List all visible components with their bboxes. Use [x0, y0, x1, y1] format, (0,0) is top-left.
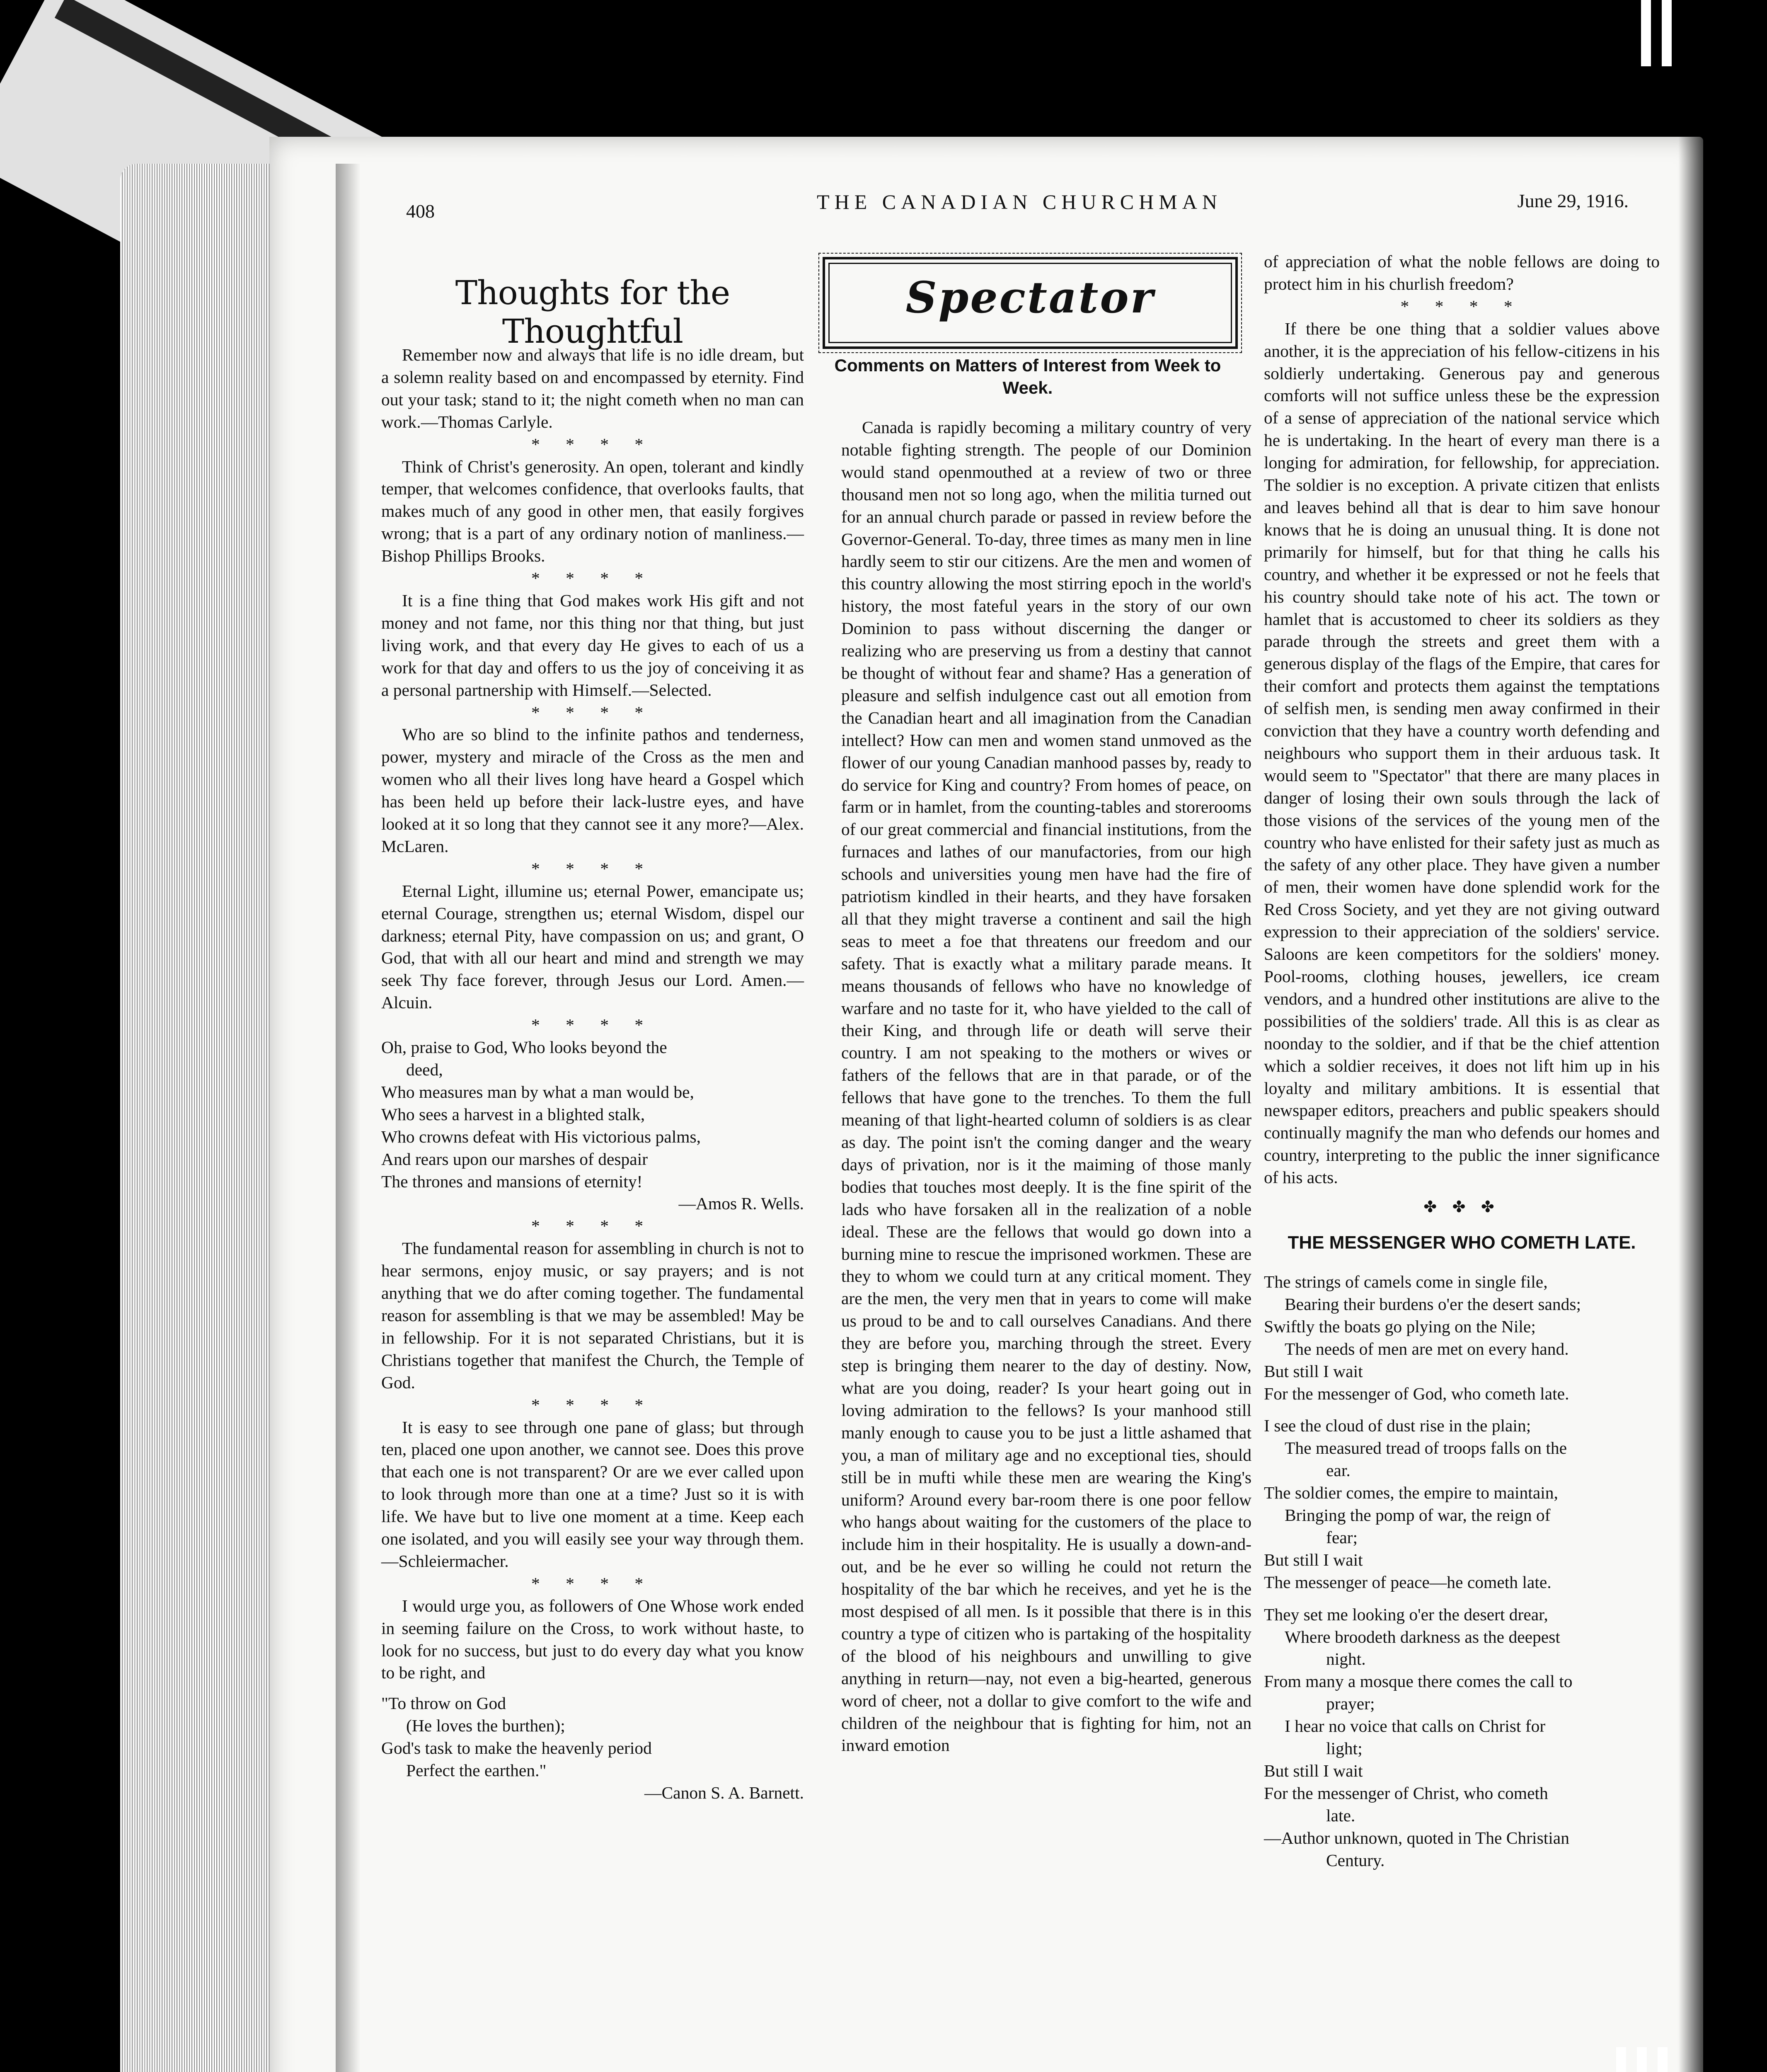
thoughts-column [381, 344, 804, 1804]
verse-attribution: —Canon S. A. Barnett. [644, 1783, 804, 1802]
poem-line: late. [1326, 1806, 1356, 1825]
running-head [398, 190, 1641, 223]
barnett-verse [381, 1692, 804, 1782]
verse-line: Perfect the earthen." [406, 1761, 547, 1780]
thoughts-paragraph: I would urge you, as followers of One Whose work ended in seeming failure on the Cross, to work without haste, to look for no success, but just to do every day what you know to be right, and [381, 1596, 804, 1682]
poem-line: The soldier comes, the empire to maintain, [1264, 1483, 1558, 1503]
section-separator: * * * * [531, 434, 654, 454]
poem-line: I see the cloud of dust rise in the plain; [1264, 1416, 1531, 1435]
verse-line: deed, [406, 1060, 443, 1079]
poem-line: Swiftly the boats go plying on the Nile; [1264, 1317, 1536, 1336]
poem-line: The needs of men are met on every hand. [1285, 1339, 1569, 1358]
poem-line: For the messenger of God, who cometh late. [1264, 1384, 1569, 1403]
poem-line: They set me looking o'er the desert drear, [1264, 1605, 1548, 1624]
thoughts-paragraph: The fundamental reason for assembling in church is not to hear sermons, enjoy music, or say prayers; and is not anything that we do after coming together. The fundamental reason for assembling is that we may be assembled! May be in fellowship. For it is not separated Christians, but it is Christians together that manifest the Church, the Temple of God. [381, 1239, 804, 1392]
spectator-paragraph: of appreciation of what the noble fellows are doing to protect him in his churlish freedom? [1264, 252, 1660, 293]
poem-line: night. [1326, 1649, 1366, 1669]
verse-line: The thrones and mansions of eternity! [381, 1172, 643, 1191]
spectator-title-frame [823, 257, 1238, 349]
poem-line: But still I wait [1264, 1550, 1363, 1569]
verse-line: Who measures man by what a man would be, [381, 1082, 694, 1101]
verse-line: And rears upon our marshes of despair [381, 1149, 648, 1169]
scan-bar [1616, 2047, 1626, 2072]
gutter-shadow [336, 164, 361, 2072]
poem-line: I hear no voice that calls on Christ for [1285, 1716, 1546, 1736]
right-edge-shadow [1678, 124, 1711, 2072]
spectator-continued-column [1264, 251, 1660, 1872]
poem-line: Where broodeth darkness as the deepest [1285, 1627, 1560, 1646]
section-separator: * * * * [531, 859, 654, 878]
spectator-column [841, 416, 1251, 1757]
section-separator: * * * * [531, 702, 654, 722]
poem-line: The strings of camels come in single file, [1264, 1272, 1548, 1291]
poem-line: fear; [1326, 1527, 1358, 1547]
poem-line: But still I wait [1264, 1361, 1363, 1381]
spectator-subheading: Comments on Matters of Interest from Week to Week. [834, 356, 1221, 397]
section-separator: * * * * [531, 1395, 654, 1414]
verse-line: (He loves the burthen); [406, 1716, 565, 1736]
spectator-paragraph: Canada is rapidly becoming a military country of very notable fighting strength. The people of our Dominion would stand openmouthed at a review of two or three thousand men not so long ago, when the militia turned out for an annual church parade or passed in review before the Governor-General. To-day, three times as many men in line hardly seem to stir our citizens. Are the men and women of this country allowing the most stirring epoch in the world's history, the most fateful years in the story of our own Dominion to pass without discerning the danger or realizing who are preserving us from a destiny that cannot be thought of without fear and shame? Has a generation of pleasure and selfish indulgence cast out all emotion from the Canadian heart and all imagination from the Canadian intellect? How can men and women stand unmoved as the flower of our young Canadian manhood passes by, ready to do service for King and country? From homes of peace, on farm or in hamlet, from the counting-tables and storerooms of our great commercial and financial institutions, from the furnaces and lathes of our manufactories, from our high schools and universities young men have had the fire of patriotism kindled in their hearts, and they have forsaken all that they might traverse a continent and sail the high seas to meet a foe that threatens our freedom and our safety. That is exactly what a military parade means. It means thousands of fellows who have no knowledge of warfare and no taste for it, who have yielded to the call of their King, and through life or death will serve their country. I am not speaking to the mothers or wives or fathers of the fellows that are in that parade, or of the fellows that have gone to the trenches. To them the full meaning of that light-hearted column of soldiers is as clear as day. The point isn't the coming danger and the weary days of privation, nor is it the maiming of those manly bodies that touches most deeply. It is the fine spirit of the lads who have forsaken all in the realization of a noble ideal. These are the fellows that would go down into a burning mine to rescue the imprisoned workmen. These are they to whom we could turn at any critical moment. They are the men, the very men that in years to come will make us proud to be and to call ourselves Canadians. And there they are before you, marching through the street. Every step is bringing them nearer to the day of destiny. Now, what are you doing, reader? Is your heart going out in loving admiration to the fellows? Is your manhood still manly enough to cause you to be just a little ashamed that you, a man of military age and no exceptional ties, should still be in mufti while these men are wearing the King's uniform? Around every bar-room there is one poor fellow who hangs about waiting for the customers of the place to include him in their hospitality. He is usually a down-and-out, and be he ever so willing he could not return the hospitality of the bar which he receives, and yet he is the most despised of all men. Is it possible that there is in this country a type of citizen who is partaking of the hospitality of the blood of his neighbours and unwilling to give anything in return—nay, not even a big-hearted, generous word of cheer, not a dollar to give comfort to the wife and children of the neighbour that is fighting for him, not an inward emotion [841, 418, 1251, 1755]
poem-line: The messenger of peace—he cometh late. [1264, 1572, 1552, 1592]
poem-line: But still I wait [1264, 1761, 1363, 1780]
wells-verse [381, 1036, 804, 1193]
verse-attribution: —Amos R. Wells. [678, 1194, 804, 1213]
poem-title: THE MESSENGER WHO COMETH LATE. [1288, 1232, 1636, 1253]
verse-line: Who sees a harvest in a blighted stalk, [381, 1104, 645, 1124]
issue-date: June 29, 1916. [1517, 190, 1629, 211]
section-separator: * * * * [531, 1015, 654, 1035]
scan-bar [1641, 0, 1651, 66]
poem-attribution: —Author unknown, quoted in The Christian [1264, 1828, 1569, 1847]
section-separator: * * * * [1400, 296, 1523, 316]
verse-line: Who crowns defeat with His victorious palms, [381, 1127, 701, 1146]
section-separator: * * * * [531, 569, 654, 588]
thoughts-paragraph: Remember now and always that life is no idle dream, but a solemn reality based on and encompassed by eternity. Find out your task; stand to it; the night cometh when no man can work.—Thomas Carlyle. [381, 345, 804, 431]
poem-line: From many a mosque there comes the call to [1264, 1672, 1573, 1691]
verse-line: God's task to make the heavenly period [381, 1738, 652, 1758]
thoughts-paragraph: Who are so blind to the infinite pathos and tenderness, power, mystery and miracle of the Cross as the men and women who all their lives long have heard a Gospel which has been held up before their lack-lustre eyes, and have looked at it so long that they cannot see it any more?—Alex. McLaren. [381, 725, 804, 856]
spectator-paragraph: If there be one thing that a soldier values above another, it is the appreciation of his fellow-citizens in his soldierly undertaking. Generous pay and generous comforts will not suffice unless these be the expression of a sense of appreciation of the national service which he is undertaking. In the heart of every man there is a longing for admiration, for fellowship, for appreciation. The soldier is no exception. A private citizen that enlists and leaves behind all that is dear to him save honour knows that he is doing an unusual thing. It is done not primarily for himself, but for that thing he calls his country, and whether it be expressed or not he feels that his country should take note of his act. The town or hamlet that is accustomed to cheer its soldiers as they parade through the streets and greet them with a generous display of the flags of the Empire, that cares for their comfort and protects them against the temptations of selfish men, is sending men away confirmed in their conviction that they have a country worth defending and neighbours who support them in their arduous task. It would seem to "Spectator" that there are many places in danger of losing their own souls through the lack of those visions of the services of the young men of the country who have enlisted for their safety just as much as the safety of any other place. They have given a number of men, their women have done splendid work for the Red Cross Society, and yet they are not giving outward expression to their appreciation of the soldiers' service. Saloons are keen competitors for the soldiers' money. Pool-rooms, clothing houses, jewellers, ice cream vendors, and a hundred other institutions are alive to the possibilities of the soldiers' trade. All this is as clear as noonday to the soldier, and if that be the chief attention which a soldier receives, it does not lift him up in his loyalty and military ambitions. It is essential that newspaper editors, preachers and public speakers should continually magnify the man who defends our homes and country, interpreting to the public the inner significance of his acts. [1264, 319, 1660, 1187]
poem-line: light; [1326, 1739, 1363, 1758]
poem-line: ear. [1326, 1461, 1351, 1480]
journal-title: THE CANADIAN CHURCHMAN [817, 190, 1222, 213]
thoughts-paragraph: Think of Christ's generosity. An open, tolerant and kindly temper, that welcomes confidence, that overlooks faults, that makes much of any good in other men, that easily forgives wrong; that is a part of any ordinary notion of manliness.—Bishop Phillips Brooks. [381, 457, 804, 566]
thoughts-paragraph: It is a fine thing that God makes work His gift and not money and not fame, nor this thing nor that thing, but just living work, and that every day He gives to each of us a work for that day and offers to us the joy of conceiving it as a personal partnership with Himself.—Selected. [381, 591, 804, 700]
scan-bar [1658, 2047, 1668, 2072]
section-separator: * * * * [531, 1216, 654, 1236]
poem-attribution: Century. [1326, 1850, 1385, 1870]
spectator-heading: Spectator [905, 272, 1155, 323]
section-separator: * * * * [531, 1573, 654, 1593]
thoughts-paragraph: Eternal Light, illumine us; eternal Power, emancipate us; eternal Courage, strengthen us; eternal Wisdom, dispel our darkness; eternal Pity, have compassion on us; and grant, O God, that with all our heart and mind and strength we may seek Thy face forever, through Jesus our Lord. Amen.—Alcuin. [381, 881, 804, 1012]
poem-line: For the messenger of Christ, who cometh [1264, 1783, 1548, 1803]
verse-line: Oh, praise to God, Who looks beyond the [381, 1038, 667, 1057]
thoughts-paragraph: It is easy to see through one pane of glass; but through ten, placed one upon another, we cannot see. Does this prove that each one is not transparent? Or are we ever called upon to look through more than one at a time? Just so it is with life. We have but to live one moment at a time. Keep each one isolated, and you will easily see your way through them.—Schleiermacher. [381, 1417, 804, 1571]
thoughts-heading: Thoughts for the Thoughtful [455, 274, 730, 351]
poem-line: prayer; [1326, 1694, 1375, 1714]
poem-line: Bearing their burdens o'er the desert sands; [1285, 1294, 1581, 1314]
verse-line: "To throw on God [381, 1694, 506, 1713]
scan-bar [1662, 0, 1672, 66]
ornament-divider: ✤ ✤ ✤ [1423, 1198, 1500, 1216]
poem-line: Bringing the pomp of war, the reign of [1285, 1506, 1551, 1525]
page-number: 408 [406, 201, 435, 222]
messenger-poem [1264, 1271, 1660, 1872]
scan-bar [1637, 2047, 1647, 2072]
poem-line: The measured tread of troops falls on the [1285, 1438, 1567, 1458]
